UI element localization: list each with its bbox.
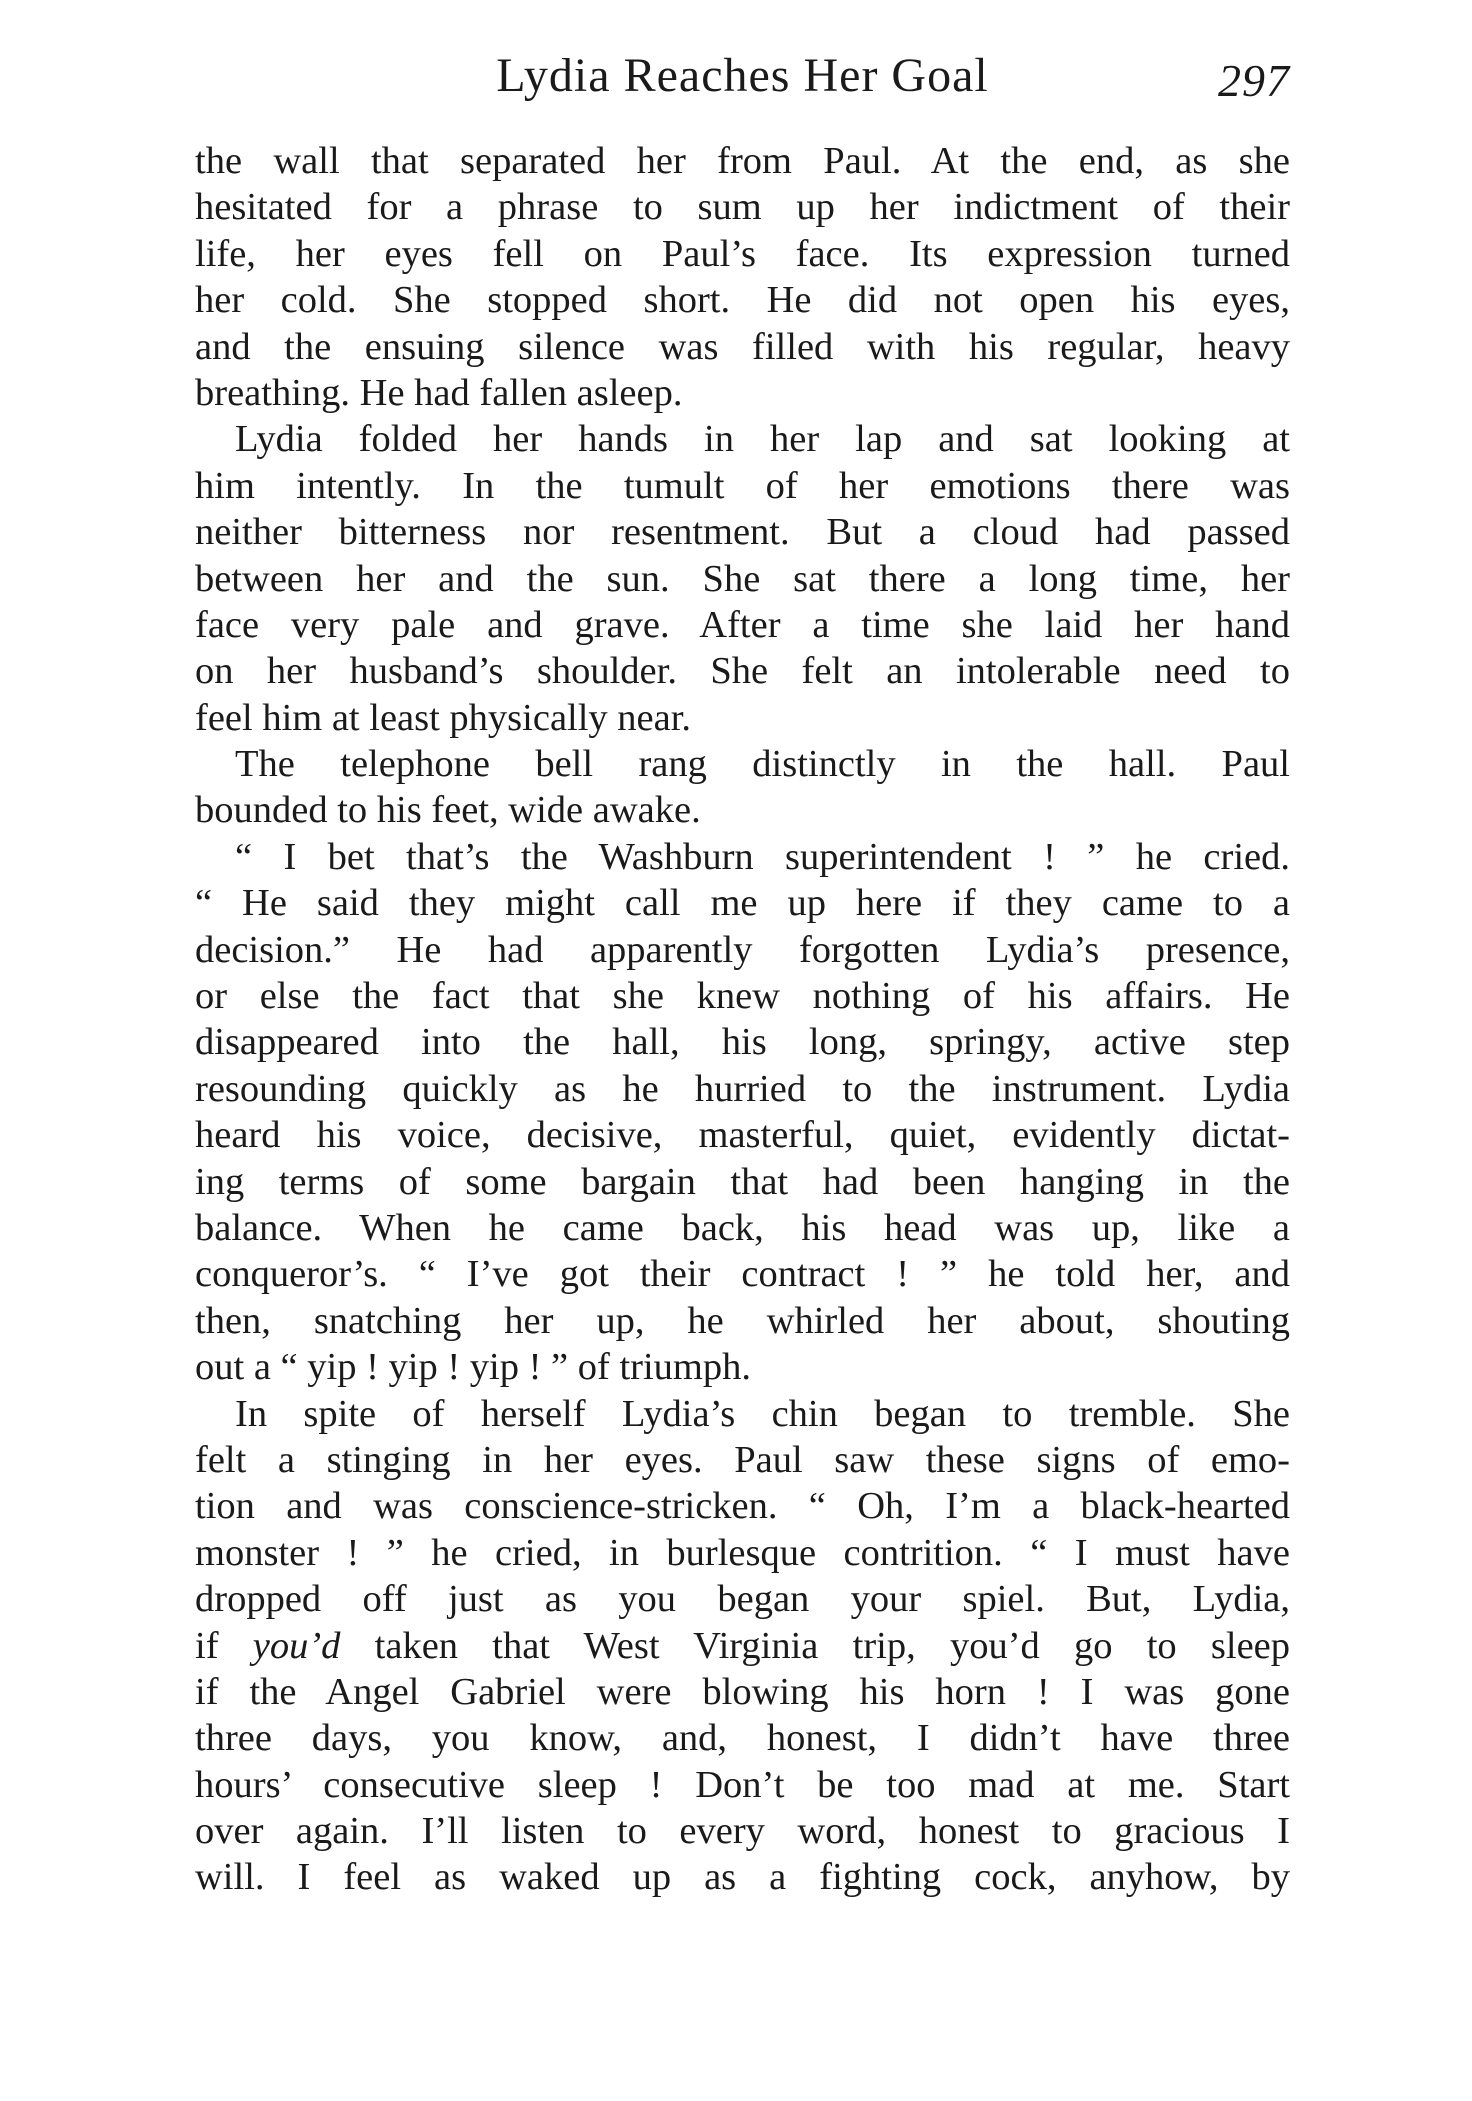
running-title: Lydia Reaches Her Goal xyxy=(496,49,989,102)
text-line: tion and was conscience-stricken. “ Oh, I’m a black-hearted xyxy=(195,1485,1290,1528)
text-line: on her husband’s shoulder. She felt an intolerable need to xyxy=(195,650,1290,693)
text-line: “ He said they might call me up here if they came to a xyxy=(195,882,1290,925)
text-line: feel him at least physically near. xyxy=(195,696,692,739)
body-text xyxy=(195,138,1290,1901)
page-number: 297 xyxy=(1218,55,1290,106)
text-line: three days, you know, and, honest, I didn’t have three xyxy=(195,1717,1290,1760)
text-line: face very pale and grave. After a time she laid her hand xyxy=(195,603,1290,646)
text-line: balance. When he came back, his head was up, like a xyxy=(195,1206,1290,1249)
text-line: between her and the sun. She sat there a long time, her xyxy=(195,557,1290,600)
text-line: felt a stinging in her eyes. Paul saw these signs of emo- xyxy=(195,1438,1290,1481)
text-line: dropped off just as you began your spiel. But, Lydia, xyxy=(195,1578,1290,1621)
text-line: monster ! ” he cried, in burlesque contrition. “ I must have xyxy=(195,1531,1290,1574)
text-line: neither bitterness nor resentment. But a cloud had passed xyxy=(195,511,1290,554)
text-line: In spite of herself Lydia’s chin began to tremble. She xyxy=(235,1392,1290,1435)
text-line: the wall that separated her from Paul. At the end, as she xyxy=(195,140,1290,182)
text-line: disappeared into the hall, his long, springy, active step xyxy=(195,1021,1290,1064)
text-line: will. I feel as waked up as a fighting cock, anyhow, by xyxy=(195,1856,1290,1899)
text-line: The telephone bell rang distinctly in the hall. Paul xyxy=(235,743,1290,786)
text-line: her cold. She stopped short. He did not open his eyes, xyxy=(195,279,1290,322)
text-span: taken that West Virginia trip, you’d go to sleep xyxy=(374,1624,1290,1667)
text-line: resounding quickly as he hurried to the instrument. Lydia xyxy=(195,1067,1290,1110)
text-line: hours’ consecutive sleep ! Don’t be too mad at me. Start xyxy=(195,1763,1290,1806)
text-line: Lydia folded her hands in her lap and sat looking at xyxy=(235,418,1290,461)
text-line: over again. I’ll listen to every word, honest to gracious I xyxy=(195,1810,1290,1853)
text-line: conqueror’s. “ I’ve got their contract ! ” he told her, and xyxy=(195,1253,1290,1296)
text-line: bounded to his feet, wide awake. xyxy=(195,789,701,832)
text-line: him intently. In the tumult of her emotions there was xyxy=(195,464,1290,507)
text-span: if xyxy=(195,1624,219,1667)
text-line: life, her eyes fell on Paul’s face. Its expression turned xyxy=(195,232,1290,275)
text-line: and the ensuing silence was filled with his regular, heavy xyxy=(195,325,1290,368)
text-line: “ I bet that’s the Washburn superintendent ! ” he cried. xyxy=(235,835,1290,878)
text-line: hesitated for a phrase to sum up her indictment of their xyxy=(195,186,1290,229)
text-line xyxy=(195,1623,1290,1669)
text-line: out a “ yip ! yip ! yip ! ” of triumph. xyxy=(195,1346,751,1389)
text-line: ing terms of some bargain that had been hanging in the xyxy=(195,1160,1290,1203)
text-line: decision.” He had apparently forgotten Lydia’s presence, xyxy=(195,928,1290,971)
text-line: breathing. He had fallen asleep. xyxy=(195,371,683,414)
text-line: or else the fact that she knew nothing of his affairs. He xyxy=(195,975,1290,1018)
text-line: if the Angel Gabriel were blowing his horn ! I was gone xyxy=(195,1670,1290,1713)
emphasis-text: you’d xyxy=(252,1624,341,1667)
page-header xyxy=(195,48,1290,118)
text-line: then, snatching her up, he whirled her about, shouting xyxy=(195,1299,1290,1342)
text-line: heard his voice, decisive, masterful, quiet, evidently dictat- xyxy=(195,1114,1290,1157)
